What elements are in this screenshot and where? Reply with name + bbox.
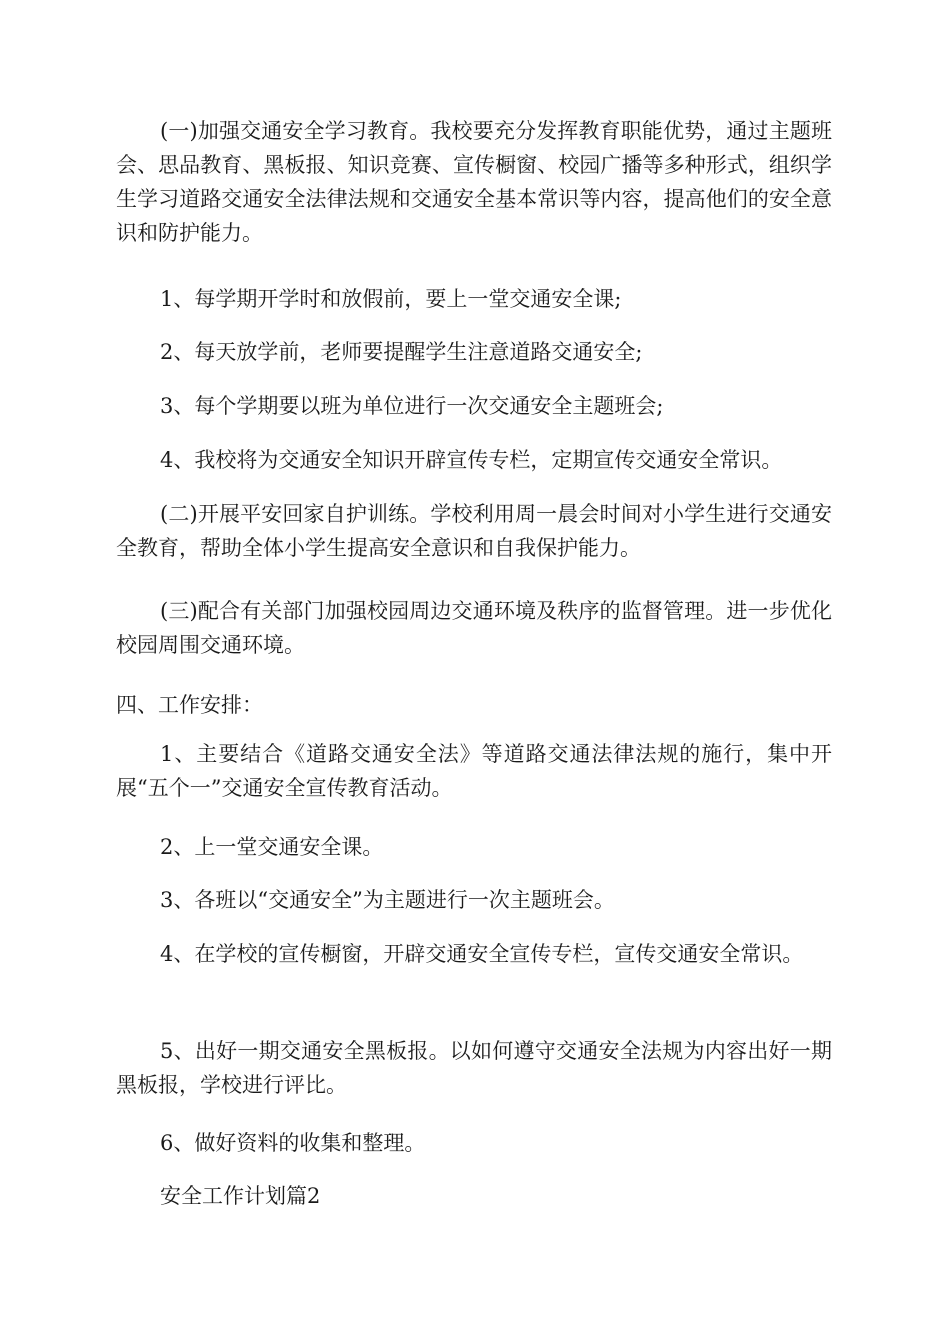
section-heading-work-arrangement: 四、工作安排： <box>116 693 263 717</box>
arrangement-item-2: 2、上一堂交通安全课。 <box>160 835 384 859</box>
list-item-safety-class: 1、每学期开学时和放假前，要上一堂交通安全课; <box>160 287 622 311</box>
paragraph-self-protection-training: (二)开展平安回家自护训练。学校利用周一晨会时间对小学生进行交通安全教育，帮助全体小学生提高安全意识和自我保护能力。 <box>116 502 832 560</box>
paragraph-traffic-safety-education: (一)加强交通安全学习教育。我校要充分发挥教育职能优势，通过主题班会、思品教育、黑板报、知识竞赛、宣传橱窗、校园广播等多种形式，组织学生学习道路交通安全法律法规和交通安全基本常识等内容，提高他们的安全意识和防护能力。 <box>116 119 832 245</box>
arrangement-item-5: 5、出好一期交通安全黑板报。以如何遵守交通安全法规为内容出好一期黑板报，学校进行评比。 <box>116 1039 832 1097</box>
list-item-publicity-column: 4、我校将为交通安全知识开辟宣传专栏，定期宣传交通安全常识。 <box>160 448 783 472</box>
next-section-title: 安全工作计划篇2 <box>160 1184 321 1208</box>
list-item-teacher-reminder: 2、每天放学前，老师要提醒学生注意道路交通安全; <box>160 340 643 364</box>
arrangement-item-4: 4、在学校的宣传橱窗，开辟交通安全宣传专栏，宣传交通安全常识。 <box>160 942 804 966</box>
paragraph-campus-environment: (三)配合有关部门加强校园周边交通环境及秩序的监督管理。进一步优化校园周围交通环境。 <box>116 599 832 657</box>
list-item-class-meeting: 3、每个学期要以班为单位进行一次交通安全主题班会; <box>160 394 664 418</box>
arrangement-item-3: 3、各班以“交通安全”为主题进行一次主题班会。 <box>160 888 615 912</box>
arrangement-item-6: 6、做好资料的收集和整理。 <box>160 1131 426 1155</box>
arrangement-item-1: 1、主要结合《道路交通安全法》等道路交通法律法规的施行，集中开展“五个一”交通安全宣传教育活动。 <box>116 742 832 800</box>
